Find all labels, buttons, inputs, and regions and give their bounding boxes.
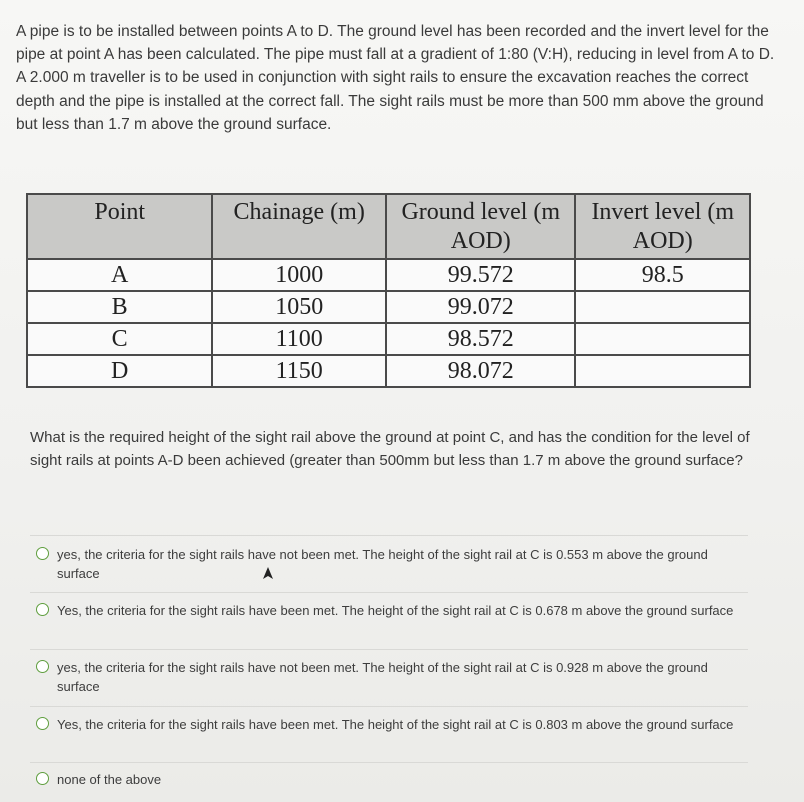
radio-button[interactable]: [36, 603, 49, 616]
header-ground-level: Ground level (m AOD): [386, 194, 575, 259]
cell-ground-level: 99.072: [386, 291, 575, 323]
option-label: yes, the criteria for the sight rails have not been met. The height of the sight rail at C is 0.553 m above the ground surface: [57, 547, 708, 581]
cell-invert-level: [575, 323, 750, 355]
header-point: Point: [27, 194, 212, 259]
cell-chainage: 1000: [212, 259, 386, 291]
radio-button[interactable]: [36, 717, 49, 730]
table-row: [27, 291, 750, 323]
answer-option-3[interactable]: [30, 658, 748, 696]
radio-button[interactable]: [36, 547, 49, 560]
radio-button[interactable]: [36, 772, 49, 785]
header-invert-level: Invert level (m AOD): [575, 194, 750, 259]
cell-chainage: 1050: [212, 291, 386, 323]
cell-invert-level: 98.5: [575, 259, 750, 291]
table-row: [27, 355, 750, 387]
cell-ground-level: 98.572: [386, 323, 575, 355]
table-header-row: [27, 194, 750, 259]
option-divider: [30, 592, 748, 593]
option-divider: [30, 535, 748, 536]
cell-point: C: [27, 323, 212, 355]
header-chainage: Chainage (m): [212, 194, 386, 259]
cell-chainage: 1150: [212, 355, 386, 387]
table-row: [27, 323, 750, 355]
answer-option-5[interactable]: [30, 770, 748, 789]
option-divider: [30, 649, 748, 650]
cell-ground-level: 99.572: [386, 259, 575, 291]
option-label: yes, the criteria for the sight rails have not been met. The height of the sight rail at C is 0.928 m above the ground surface: [57, 660, 708, 694]
answer-option-2[interactable]: [30, 601, 748, 620]
answer-option-1[interactable]: [30, 545, 748, 583]
levels-table: [26, 193, 751, 388]
answer-option-4[interactable]: [30, 715, 748, 734]
option-divider: [30, 706, 748, 707]
problem-statement: A pipe is to be installed between points A to D. The ground level has been recorded and the invert level for the pipe at point A has been calculated. The pipe must fall at a gradient of 1:80 (V:H), reducing in level from A to D. A 2.000 m traveller is to be used in conjunction with sight rails to ensure the excavation reaches the correct depth and the pipe is installed at the correct fall. The sight rails must be more than 500 mm above the ground but less than 1.7 m above the ground surface.: [16, 23, 775, 133]
cell-point: A: [27, 259, 212, 291]
cell-point: D: [27, 355, 212, 387]
option-divider: [30, 762, 748, 763]
cell-point: B: [27, 291, 212, 323]
cell-ground-level: 98.072: [386, 355, 575, 387]
option-label: Yes, the criteria for the sight rails have been met. The height of the sight rail at C is 0.803 m above the ground surface: [57, 717, 734, 732]
option-label: Yes, the criteria for the sight rails have been met. The height of the sight rail at C is 0.678 m above the ground surface: [57, 603, 734, 618]
cell-chainage: 1100: [212, 323, 386, 355]
cell-invert-level: [575, 291, 750, 323]
option-label: none of the above: [57, 772, 162, 787]
radio-button[interactable]: [36, 660, 49, 673]
mouse-cursor-icon: [262, 566, 274, 580]
cell-invert-level: [575, 355, 750, 387]
table-row: [27, 259, 750, 291]
question-text: What is the required height of the sight rail above the ground at point C, and has the condition for the level of sight rails at points A-D been achieved (greater than 500mm but less than 1.7 m above the ground surface?: [30, 429, 750, 469]
